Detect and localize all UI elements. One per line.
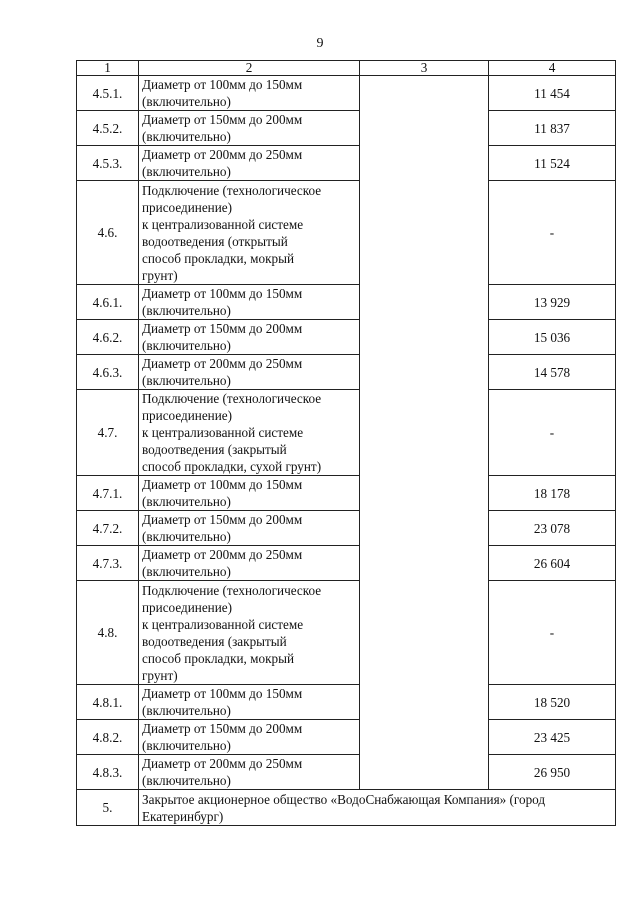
table-body: [77, 76, 616, 826]
row-number: 4.5.2.: [77, 111, 139, 146]
row-number: 4.8.2.: [77, 720, 139, 755]
row-description: Диаметр от 150мм до 200мм (включительно): [139, 511, 360, 546]
table-row: [77, 581, 616, 685]
row-number: 4.7.2.: [77, 511, 139, 546]
row-value: 18 520: [489, 685, 616, 720]
table-row: [77, 755, 616, 790]
table-row: [77, 355, 616, 390]
row-value: 23 078: [489, 511, 616, 546]
row-description: Диаметр от 200мм до 250мм (включительно): [139, 546, 360, 581]
row-value: 18 178: [489, 476, 616, 511]
row-value: -: [489, 181, 616, 285]
row-description: Диаметр от 200мм до 250мм (включительно): [139, 146, 360, 181]
column-header: 2: [139, 61, 360, 76]
row-number: 4.6.: [77, 181, 139, 285]
table-row: [77, 511, 616, 546]
row-description: Диаметр от 150мм до 200мм (включительно): [139, 111, 360, 146]
table-row: [77, 76, 616, 111]
table-row: [77, 285, 616, 320]
row-value: 15 036: [489, 320, 616, 355]
row-number: 4.6.1.: [77, 285, 139, 320]
table-row: [77, 320, 616, 355]
row-description: Подключение (технологическое присоединение) к централизованной системе водоотведения (закрытый способ прокладки, сухой грунт): [139, 390, 360, 476]
organization-name: Закрытое акционерное общество «ВодоСнабжающая Компания» (город Екатеринбург): [139, 790, 616, 826]
row-number: 4.5.1.: [77, 76, 139, 111]
column-header: 4: [489, 61, 616, 76]
row-description: Диаметр от 100мм до 150мм (включительно): [139, 476, 360, 511]
row-description: Диаметр от 200мм до 250мм (включительно): [139, 355, 360, 390]
row-value: 11 524: [489, 146, 616, 181]
table-row: [77, 146, 616, 181]
table-row: [77, 720, 616, 755]
row-value: 14 578: [489, 355, 616, 390]
row-number: 4.7.1.: [77, 476, 139, 511]
page-number: 9: [316, 36, 324, 51]
row-value: -: [489, 581, 616, 685]
row-description: Диаметр от 200мм до 250мм (включительно): [139, 755, 360, 790]
row-number: 4.5.3.: [77, 146, 139, 181]
column-3-merged-cell: [360, 76, 489, 790]
row-number: 4.8.3.: [77, 755, 139, 790]
row-number: 4.7.3.: [77, 546, 139, 581]
row-value: -: [489, 390, 616, 476]
row-value: 11 837: [489, 111, 616, 146]
row-description: Диаметр от 150мм до 200мм (включительно): [139, 720, 360, 755]
row-number: 4.6.2.: [77, 320, 139, 355]
row-number: 4.7.: [77, 390, 139, 476]
table-row: [77, 476, 616, 511]
row-number: 4.8.1.: [77, 685, 139, 720]
table-row: [77, 181, 616, 285]
column-header: 1: [77, 61, 139, 76]
row-number: 5.: [77, 790, 139, 826]
row-description: Подключение (технологическое присоединение) к централизованной системе водоотведения (открытый способ прокладки, мокрый грунт): [139, 181, 360, 285]
table-row: [77, 111, 616, 146]
row-description: Подключение (технологическое присоединение) к централизованной системе водоотведения (закрытый способ прокладки, мокрый грунт): [139, 581, 360, 685]
row-description: Диаметр от 150мм до 200мм (включительно): [139, 320, 360, 355]
tariff-table: [76, 60, 616, 826]
row-value: 11 454: [489, 76, 616, 111]
row-value: 13 929: [489, 285, 616, 320]
row-description: Диаметр от 100мм до 150мм (включительно): [139, 285, 360, 320]
row-number: 4.6.3.: [77, 355, 139, 390]
table-row: [77, 546, 616, 581]
row-number: 4.8.: [77, 581, 139, 685]
row-description: Диаметр от 100мм до 150мм (включительно): [139, 685, 360, 720]
column-header: 3: [360, 61, 489, 76]
table-row-organization: [77, 790, 616, 826]
row-value: 23 425: [489, 720, 616, 755]
row-value: 26 950: [489, 755, 616, 790]
table-header-row: [77, 61, 616, 76]
row-description: Диаметр от 100мм до 150мм (включительно): [139, 76, 360, 111]
table-row: [77, 685, 616, 720]
row-value: 26 604: [489, 546, 616, 581]
table-row: [77, 390, 616, 476]
